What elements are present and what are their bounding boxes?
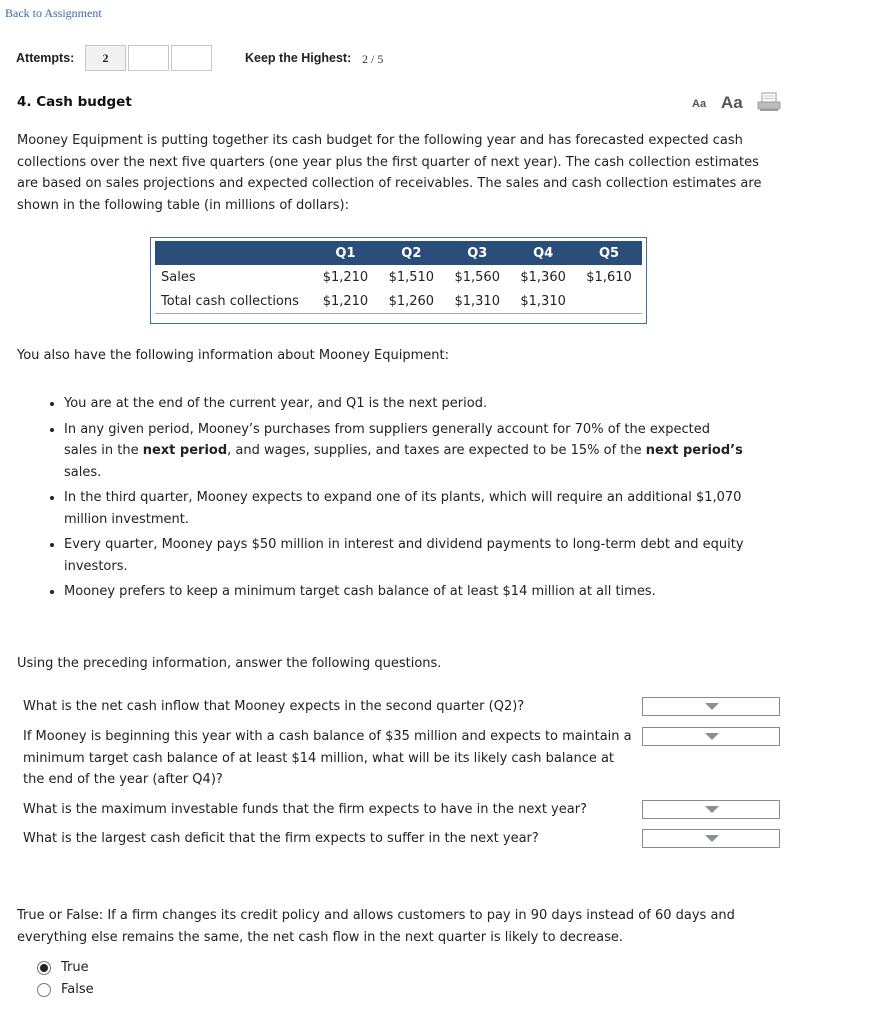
chevron-down-icon (705, 835, 719, 842)
attempt-box-1: 2 (85, 45, 126, 71)
info-bullet-list (44, 393, 744, 607)
table-cell: $1,210 (313, 289, 379, 314)
radio-button-false[interactable] (37, 983, 51, 997)
keep-highest-value: 2 / 5 (362, 52, 384, 66)
sales-collections-table (155, 241, 642, 314)
question-2-text: If Mooney is beginning this year with a cash balance of $35 million and expects to maintain a minimum target cash balance of at least $14 million, what will be its likely cash balance at the end of the year (after Q4)? (23, 729, 632, 787)
table-cell: $1,360 (520, 269, 566, 285)
question-1-text: What is the net cash inflow that Mooney expects in the second quarter (Q2)? (23, 699, 525, 714)
row-label-sales: Sales (161, 269, 196, 285)
bullet-text: Mooney prefers to keep a minimum target cash balance of at least $14 million at all times. (64, 584, 656, 599)
table-cell: $1,260 (378, 289, 444, 314)
table-header-blank (155, 241, 313, 265)
radio-label-true: True (61, 960, 89, 975)
chevron-down-icon (705, 806, 719, 813)
radio-button-true[interactable] (37, 961, 51, 975)
table-cell: $1,310 (510, 289, 576, 314)
chevron-down-icon (705, 703, 719, 710)
table-cell: $1,210 (322, 269, 369, 285)
table-cell: $1,610 (586, 269, 632, 285)
table-cell: $1,510 (388, 269, 435, 285)
radio-option-true[interactable] (37, 960, 89, 975)
radio-label-false: False (61, 982, 94, 997)
list-item (64, 534, 744, 577)
chevron-down-icon (705, 733, 719, 740)
instructions-text: Using the preceding information, answer the following questions. (17, 656, 442, 671)
info-intro: You also have the following information about Mooney Equipment: (17, 348, 449, 363)
table-cell (576, 289, 642, 314)
question-3-text: What is the maximum investable funds that the firm expects to have in the next year? (23, 802, 587, 817)
answer-dropdown-4[interactable] (642, 829, 780, 848)
bullet-text: In any given period, Mooney’s purchases from suppliers generally account for 70% of the expected sales in the (64, 421, 711, 458)
table-cell: $1,560 (454, 269, 500, 285)
radio-selected-dot (40, 964, 48, 972)
table-header-q4: Q4 (533, 245, 554, 261)
bullet-text: In the third quarter, Mooney expects to expand one of its plants, which will require an additional $1,070 million investment. (64, 490, 742, 527)
answer-dropdown-1[interactable] (642, 697, 780, 716)
bullet-text: You are at the end of the current year, and Q1 is the next period. (64, 396, 488, 411)
table-header-q2: Q2 (401, 245, 422, 261)
table-header-q3: Q3 (467, 245, 488, 261)
font-size-small-button[interactable]: Aa (692, 98, 707, 110)
attempts-label: Attempts: (16, 51, 75, 65)
question-title: 4. Cash budget (17, 94, 132, 110)
list-item (64, 393, 744, 415)
keep-highest-label: Keep the Highest: (245, 51, 352, 65)
true-false-prompt: True or False: If a firm changes its credit policy and allows customers to pay in 90 days instead of 60 days and everything else remains the same, the net cash flow in the next quarter is likely to decrease. (17, 908, 735, 945)
attempt-box-3 (171, 45, 212, 71)
question-4-text: What is the largest cash deficit that the firm expects to suffer in the next year? (23, 831, 539, 846)
bullet-text: Every quarter, Mooney pays $50 million in interest and dividend payments to long-term debt and equity investors. (64, 537, 744, 574)
radio-option-false[interactable] (37, 982, 94, 997)
print-icon[interactable] (757, 92, 781, 112)
table-cell: $1,310 (444, 289, 510, 314)
back-to-assignment-link[interactable]: Back to Assignment (5, 6, 102, 20)
attempt-box-2 (128, 45, 169, 71)
table-header-q5: Q5 (598, 245, 620, 261)
list-item (64, 487, 744, 530)
answer-dropdown-3[interactable] (642, 800, 780, 819)
list-item (64, 419, 744, 484)
question-intro: Mooney Equipment is putting together its cash budget for the following year and has forecasted expected cash collections over the next five quarters (one year plus the first quarter of next year). The cash collection estimates are based on sales projections and expected collection of receivables. The sales and cash collection estimates are shown in the following table (in millions of dollars): (17, 133, 762, 213)
table-row (155, 289, 642, 314)
bullet-text: , and wages, supplies, and taxes are expected to be 15% of the (227, 443, 646, 458)
font-size-large-button[interactable]: Aa (721, 93, 743, 112)
bullet-emphasis: next period’s (645, 443, 743, 458)
table-row (155, 265, 642, 289)
sales-collections-table-frame (150, 237, 647, 324)
list-item (64, 581, 744, 603)
row-label-total-cash-collections: Total cash collections (155, 289, 313, 314)
bullet-emphasis: next period (142, 443, 228, 458)
table-header-row (155, 241, 642, 265)
table-header-q1: Q1 (335, 245, 356, 261)
answer-dropdown-2[interactable] (642, 727, 780, 746)
bullet-text: sales. (64, 464, 102, 480)
